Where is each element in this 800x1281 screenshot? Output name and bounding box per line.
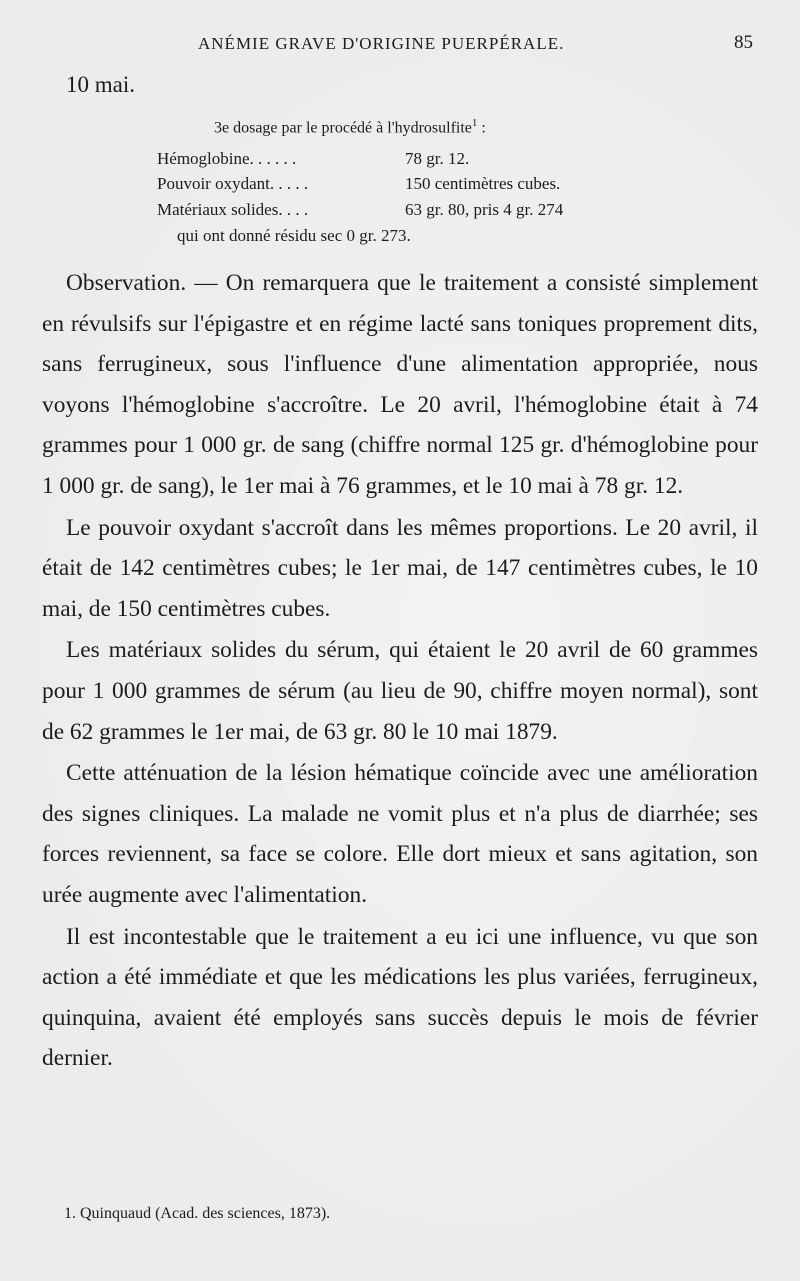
body-text (42, 263, 758, 1079)
measurement-label: Pouvoir oxydant. . . . . (157, 174, 309, 193)
paragraph-pouvoir-oxydant: Le pouvoir oxydant s'accroît dans les mêmes proportions. Le 20 avril, il était de 142 centimètres cubes; le 1er mai, de 147 centimètres cubes, le 10 mai, de 150 centimètres cubes. (42, 514, 758, 622)
measurement-row-pouvoir-oxydant (157, 174, 560, 196)
paragraph-materiaux-solides: Les matériaux solides du sérum, qui étaient le 20 avril de 60 grammes pour 1 000 grammes de sérum (au lieu de 90, chiffre moyen normal), sont de 62 grammes le 1er mai, de 63 gr. 80 le 10 mai 1879. (42, 637, 758, 745)
dosage-title-text: 3e dosage par le procédé à l'hydrosulfite (214, 119, 472, 137)
footnote-reference: 1 (471, 117, 478, 129)
measurement-row-materiaux-solides (157, 200, 563, 222)
dosage-title-end: : (477, 119, 486, 137)
entry-date: 10 mai. (66, 72, 135, 97)
measurement-label: Matériaux solides. . . . (157, 200, 309, 219)
measurement-value: 150 centimètres cubes. (405, 174, 561, 193)
paragraph-attenuation: Cette atténuation de la lésion hématique coïncide avec une amélioration des signes cliniques. La malade ne vomit plus et n'a plus de diarrhée; ses forces reviennent, sa face se colore. Elle dort mieux et sans agitation, son urée augmente avec l'alimentation. (42, 760, 758, 908)
dosage-title (214, 117, 486, 137)
measurement-value: 78 gr. 12. (405, 149, 470, 168)
paragraph-observation: Observation. — On remarquera que le traitement a consisté simplement en révulsifs sur l'épigastre et en régime lacté sans toniques proprement dits, sans ferrugineux, sous l'influence d'une alimentation appropriée, nous voyons l'hémoglobine s'accroître. Le 20 avril, l'hémoglobine était à 74 grammes pour 1 000 gr. de sang (chiffre normal 125 gr. d'hémoglobine pour 1 000 gr. de sang), le 1er mai à 76 grammes, et le 10 mai à 78 gr. 12. (42, 270, 758, 499)
measurement-value: 63 gr. 80, pris 4 gr. 274 (405, 200, 564, 219)
footnote: 1. Quinquaud (Acad. des sciences, 1873). (64, 1205, 331, 1222)
paragraph-conclusion: Il est incontestable que le traitement a eu ici une influence, vu que son action a été immédiate et que les médications les plus variées, ferrugineux, quinquina, avaient été employés sans succès depuis le mois de février dernier. (42, 923, 758, 1072)
measurement-continuation: qui ont donné résidu sec 0 gr. 273. (177, 226, 411, 245)
measurement-label: Hémoglobine. . . . . . (157, 149, 297, 168)
page-number: 85 (734, 32, 753, 53)
measurement-row-hemoglobine (157, 149, 469, 171)
running-title: ANÉMIE GRAVE D'ORIGINE PUERPÉRALE. (198, 34, 565, 53)
